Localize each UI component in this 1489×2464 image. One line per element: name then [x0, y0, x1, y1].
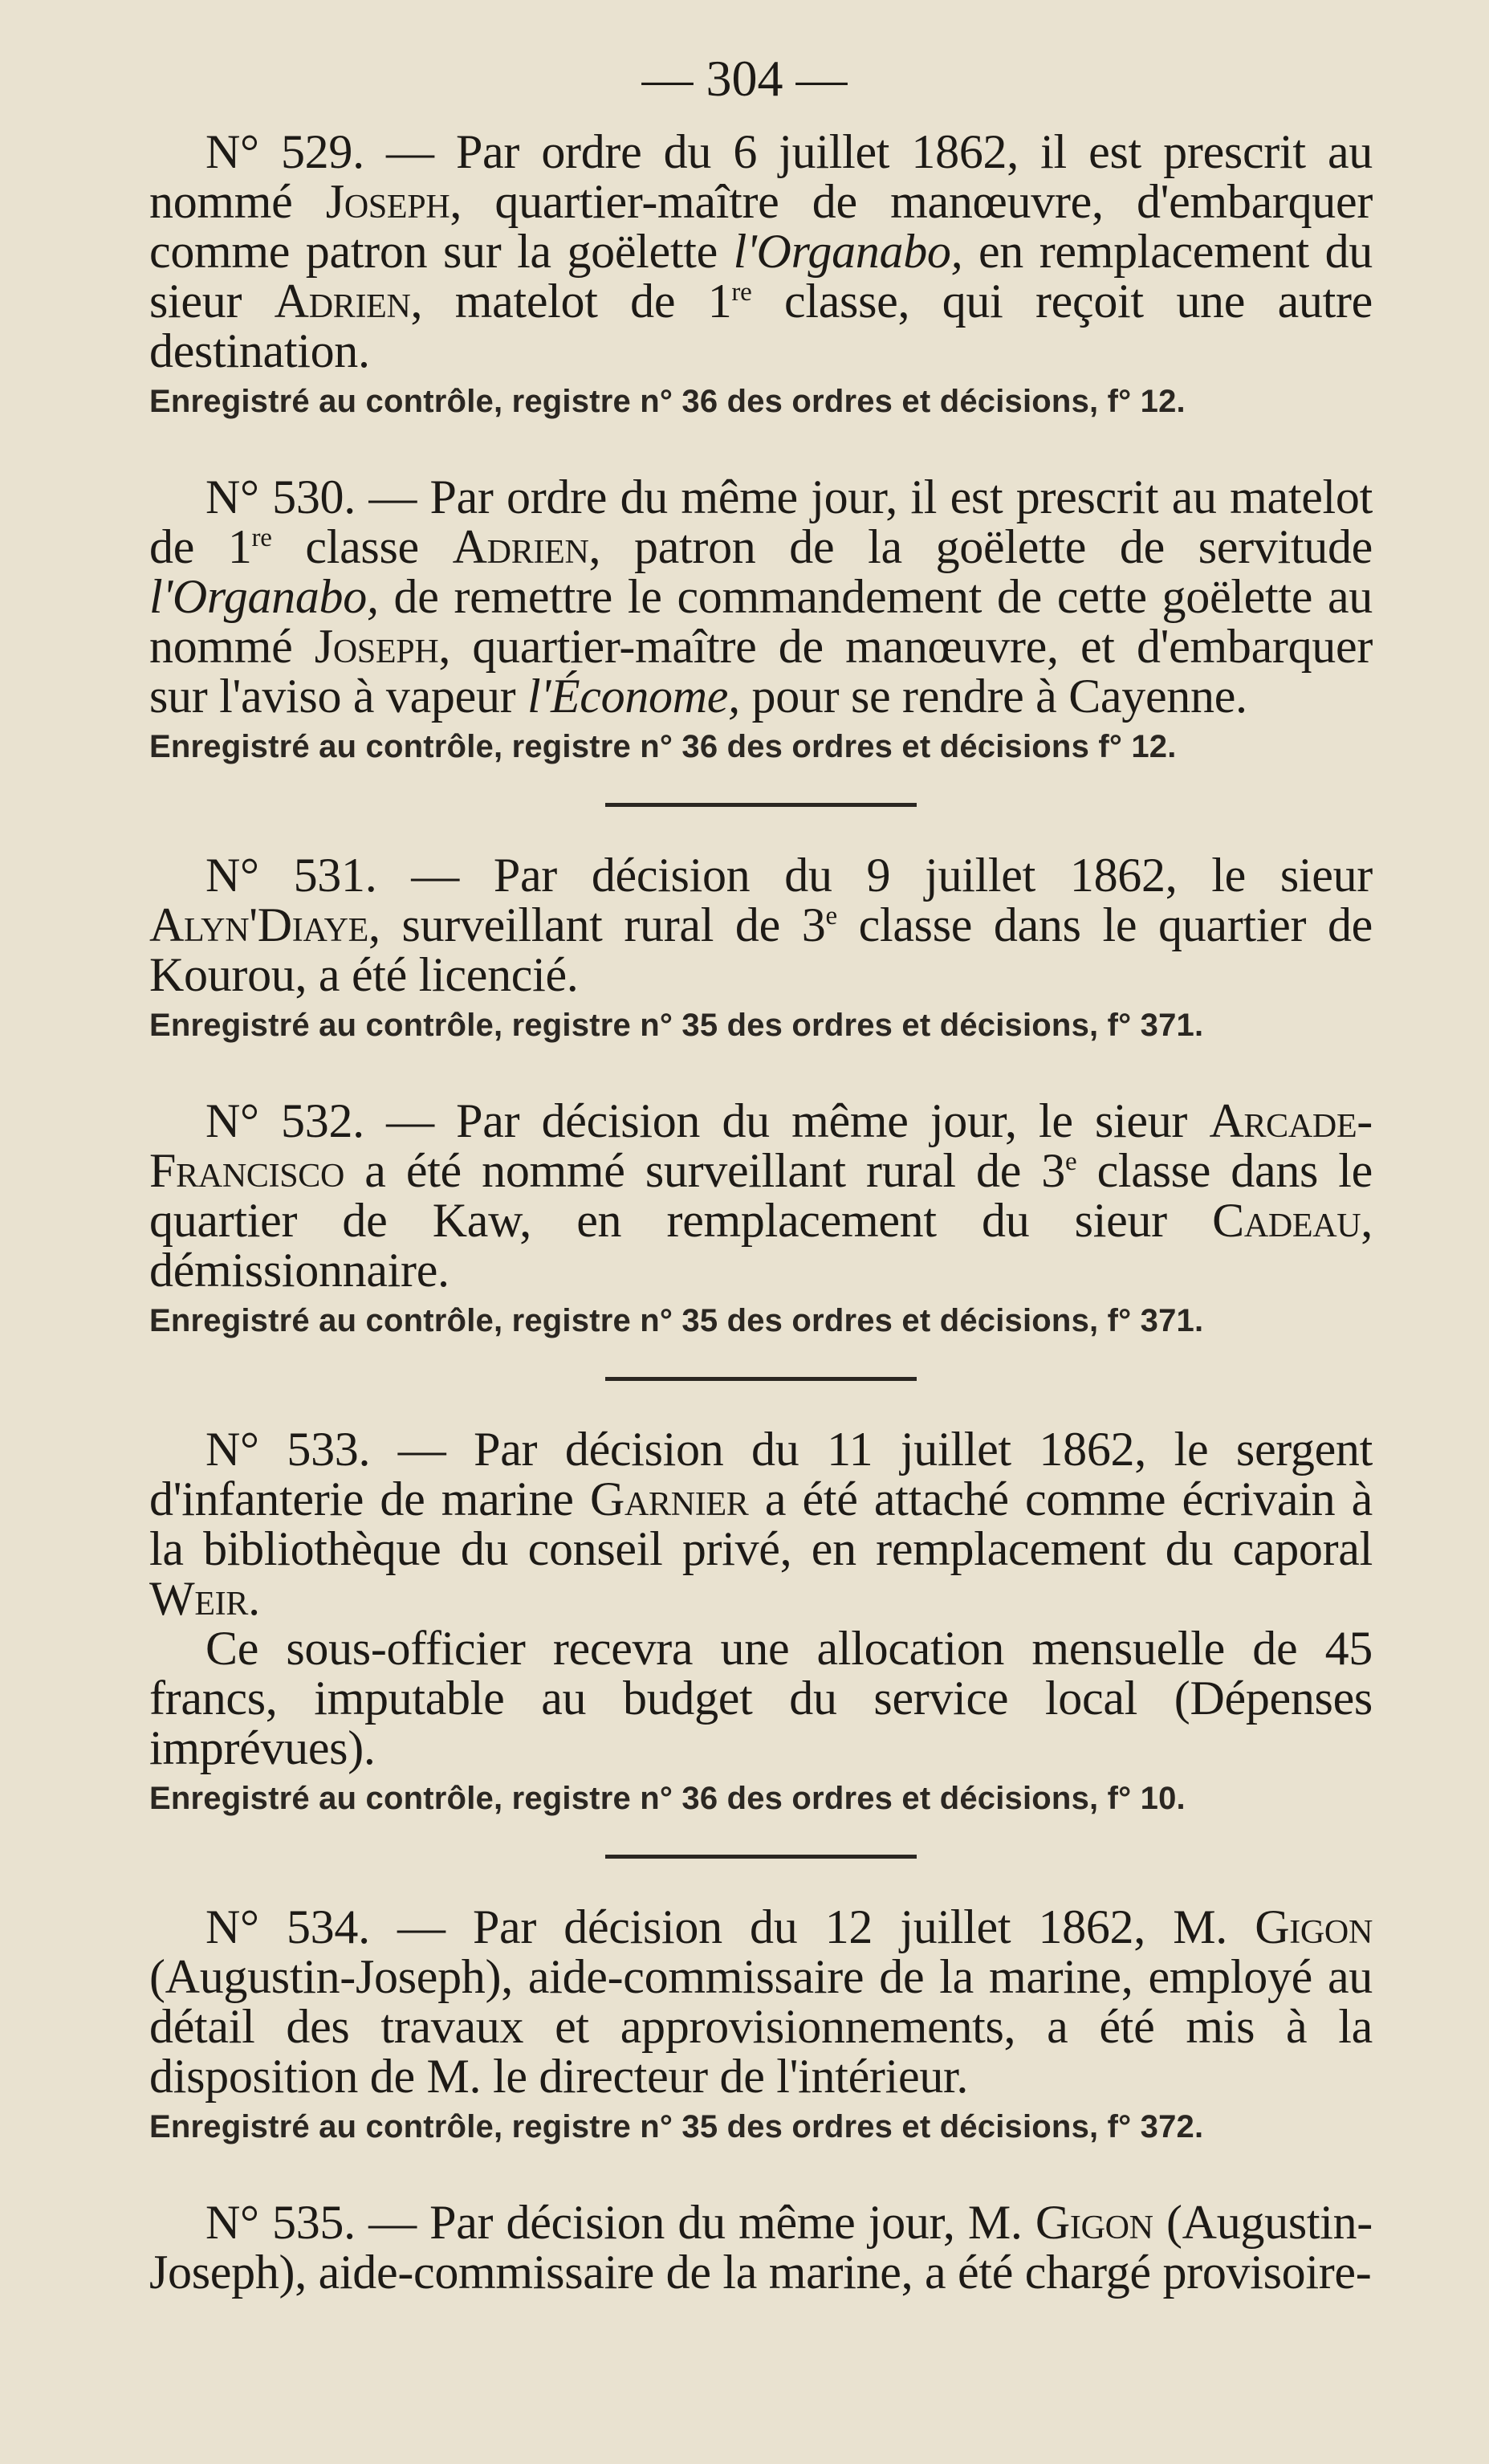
registration-note: Enregistré au contrôle, registre n° 35 des ordres et décisions, f° 371.	[149, 1303, 1204, 1338]
person-name: Gigon	[1255, 1900, 1373, 1953]
entry-534	[149, 1902, 1373, 2148]
entry-number: N° 531.	[205, 849, 377, 902]
ship-name: l'Organabo,	[733, 225, 963, 278]
entry-529	[149, 127, 1373, 422]
registration-note: Enregistré au contrôle, registre n° 36 des ordres et décisions f° 12.	[149, 729, 1177, 764]
person-name: Adrien	[274, 275, 411, 328]
person-name: Garnier	[589, 1472, 749, 1525]
page-number: — 304 —	[641, 50, 848, 107]
entry-number: N° 532.	[205, 1094, 364, 1147]
person-name: Joseph	[314, 620, 439, 673]
entry-number: N° 535.	[205, 2196, 356, 2249]
entry-paragraph: N° 535. — Par décision du même jour, M. Gigon (Augustin-Joseph), aide-commissaire de la marine, a été chargé provisoire-	[149, 2196, 1373, 2299]
person-name: Alyn'Diaye	[149, 898, 369, 951]
registration-note: Enregistré au contrôle, registre n° 36 des ordres et décisions, f° 12.	[149, 384, 1186, 419]
person-name: Adrien	[452, 520, 589, 573]
person-name: Cadeau	[1212, 1194, 1361, 1247]
entry-532	[149, 1096, 1373, 1342]
entry-number: N° 529.	[205, 125, 364, 178]
registration-note: Enregistré au contrôle, registre n° 36 des ordres et décisions, f° 10.	[149, 1781, 1186, 1816]
entry-paragraph: N° 532. — Par décision du même jour, le sieur Arcade-Francisco a été nommé surveillant rural de 3e classe dans le quartier de Kaw, en remplacement du sieur Cadeau, démissionnaire.	[149, 1094, 1373, 1297]
entry-paragraph: N° 533. — Par décision du 11 juillet 1862, le sergent d'infanterie de marine Garnier a été attaché comme écrivain à la bibliothèque du conseil privé, en remplacement du caporal Weir.	[149, 1423, 1373, 1625]
entry-paragraph: N° 529. — Par ordre du 6 juillet 1862, il est prescrit au nommé Joseph, quartier-maître de manœuvre, d'embarquer comme patron sur la goëlette l'Organabo, en remplacement du sieur Adrien, matelot de 1re classe, qui reçoit une autre destination.	[149, 125, 1373, 377]
section-divider	[605, 1377, 917, 1381]
registration-note: Enregistré au contrôle, registre n° 35 des ordres et décisions, f° 372.	[149, 2109, 1204, 2144]
section-divider	[605, 1855, 917, 1859]
section-divider	[605, 803, 917, 807]
person-name: Weir	[149, 1572, 249, 1625]
entry-number: N° 534.	[205, 1900, 370, 1953]
entry-533	[149, 1424, 1373, 1819]
entry-531	[149, 850, 1373, 1046]
person-name: Joseph	[325, 175, 450, 228]
person-name: Gigon	[1035, 2196, 1153, 2249]
entry-number: N° 530.	[205, 470, 356, 523]
registration-note: Enregistré au contrôle, registre n° 35 des ordres et décisions, f° 371.	[149, 1008, 1204, 1043]
ship-name: l'Organabo,	[149, 570, 379, 623]
ship-name: l'Économe,	[527, 670, 740, 723]
entry-535	[149, 2197, 1373, 2297]
entry-number: N° 533.	[205, 1423, 371, 1476]
person-name: Arcade-Francisco	[149, 1094, 1373, 1197]
entry-paragraph: N° 534. — Par décision du 12 juillet 1862, M. Gigon (Augustin-Joseph), aide-commissaire de la marine, employé au détail des travaux et approvisionnements, a été mis à la disposition de M. le directeur de l'intérieur.	[149, 1900, 1373, 2103]
entry-paragraph: N° 530. — Par ordre du même jour, il est prescrit au matelot de 1re classe Adrien, patron de la goëlette de servitude l'Organabo, de remettre le commandement de cette goëlette au nommé Joseph, quartier-maître de manœuvre, et d'embarquer sur l'aviso à vapeur l'Économe, pour se rendre à Cayenne.	[149, 470, 1373, 723]
entry-530	[149, 472, 1373, 768]
document-body	[149, 127, 1373, 2297]
entry-paragraph-continued: Ce sous-officier recevra une allocation mensuelle de 45 francs, imputable au budget du service local (Dépenses imprévues).	[149, 1622, 1373, 1774]
entry-paragraph: N° 531. — Par décision du 9 juillet 1862, le sieur Alyn'Diaye, surveillant rural de 3e classe dans le quartier de Kourou, a été licencié.	[149, 849, 1373, 1001]
